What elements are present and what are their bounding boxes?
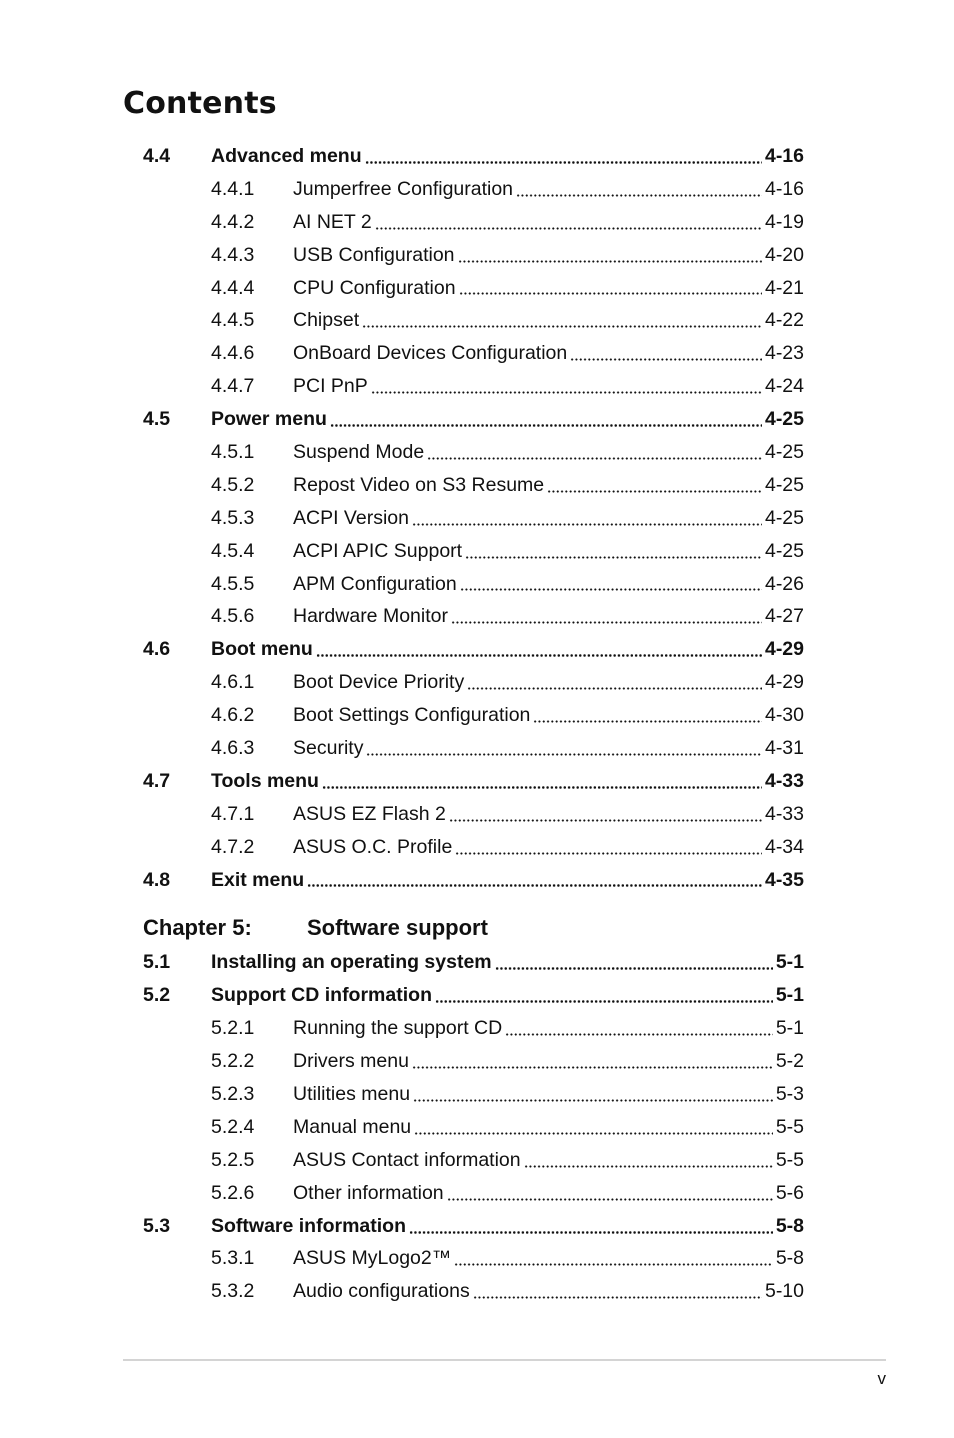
toc-entry-number: 4.5.5 bbox=[211, 572, 255, 595]
toc-entry-title: Software information bbox=[211, 1214, 407, 1237]
toc-entry-title: AI NET 2 bbox=[293, 210, 372, 233]
toc-entry-number: 5.1 bbox=[143, 951, 171, 974]
toc-entry-number: 5.2.6 bbox=[211, 1181, 255, 1204]
dot-leader bbox=[330, 424, 762, 427]
toc-subsection-entry[interactable] bbox=[143, 568, 804, 601]
dot-leader bbox=[371, 391, 762, 394]
toc-section-entry[interactable] bbox=[143, 633, 804, 666]
chapter-title: Software support bbox=[307, 915, 488, 941]
toc-entry-title: Manual menu bbox=[293, 1115, 412, 1138]
toc-entry-page: 5-8 bbox=[775, 1247, 804, 1270]
toc-entry-title: Advanced menu bbox=[211, 144, 362, 167]
toc-entry-title: ASUS O.C. Profile bbox=[293, 835, 453, 858]
toc-entry-title: Running the support CD bbox=[293, 1017, 503, 1040]
toc-entry-title: Support CD information bbox=[211, 984, 432, 1007]
dot-leader bbox=[524, 1165, 773, 1168]
toc-subsection-entry[interactable] bbox=[143, 1177, 804, 1210]
toc-entry-page: 4-25 bbox=[764, 539, 804, 562]
toc-section-entry[interactable] bbox=[143, 403, 804, 436]
dot-leader bbox=[454, 1263, 773, 1266]
toc-entry-page: 4-21 bbox=[764, 276, 804, 299]
toc-subsection-entry[interactable] bbox=[143, 535, 804, 568]
dot-leader bbox=[447, 1198, 773, 1201]
toc-entry-title: Security bbox=[293, 736, 364, 759]
toc-entry-number: 4.5.6 bbox=[211, 605, 255, 628]
toc-subsection-entry[interactable] bbox=[143, 1045, 804, 1078]
toc-entry-title: Audio configurations bbox=[293, 1280, 470, 1303]
toc-subsection-entry[interactable] bbox=[143, 239, 804, 272]
toc-entry-number: 4.4.7 bbox=[211, 375, 255, 398]
toc-entry-number: 5.2.4 bbox=[211, 1115, 255, 1138]
dot-leader bbox=[451, 621, 762, 624]
toc-entry-number: 4.4 bbox=[143, 144, 171, 167]
toc-entry-title: USB Configuration bbox=[293, 243, 455, 266]
dot-leader bbox=[505, 1033, 773, 1036]
dot-leader bbox=[322, 786, 762, 789]
toc-entry-page: 4-20 bbox=[764, 243, 804, 266]
toc-entry-page: 5-1 bbox=[775, 1017, 804, 1040]
toc-entry-number: 4.4.5 bbox=[211, 309, 255, 332]
dot-leader bbox=[458, 260, 762, 263]
toc-entry-number: 5.2.1 bbox=[211, 1017, 255, 1040]
dot-leader bbox=[473, 1296, 762, 1299]
toc-entry-page: 4-33 bbox=[764, 802, 804, 825]
dot-leader bbox=[307, 884, 762, 887]
toc-subsection-entry[interactable] bbox=[143, 732, 804, 765]
toc-entry-title: ASUS MyLogo2™ bbox=[293, 1247, 452, 1270]
dot-leader bbox=[467, 687, 762, 690]
toc-entry-number: 4.7 bbox=[143, 769, 171, 792]
toc-section-entry[interactable] bbox=[143, 979, 804, 1012]
toc-entry-number: 4.7.2 bbox=[211, 835, 255, 858]
toc-entry-page: 5-1 bbox=[775, 984, 804, 1007]
toc-entry-page: 4-16 bbox=[764, 144, 804, 167]
toc-entry-title: Boot Device Priority bbox=[293, 671, 465, 694]
toc-entry-number: 4.7.1 bbox=[211, 802, 255, 825]
dot-leader bbox=[375, 227, 762, 230]
toc-entry-page: 4-35 bbox=[764, 868, 804, 891]
dot-leader bbox=[427, 457, 762, 460]
dot-leader bbox=[570, 358, 762, 361]
dot-leader bbox=[316, 654, 762, 657]
toc-entry-page: 5-6 bbox=[775, 1181, 804, 1204]
toc-subsection-entry[interactable] bbox=[143, 206, 804, 239]
toc-entry-number: 4.5.4 bbox=[211, 539, 255, 562]
toc-subsection-entry[interactable] bbox=[143, 502, 804, 535]
toc-entry-page: 4-33 bbox=[764, 769, 804, 792]
toc-subsection-entry[interactable] bbox=[143, 173, 804, 206]
dot-leader bbox=[495, 967, 773, 970]
dot-leader bbox=[455, 852, 762, 855]
dot-leader bbox=[362, 325, 762, 328]
toc-entry-number: 5.2.3 bbox=[211, 1082, 255, 1105]
toc-entry-title: APM Configuration bbox=[293, 572, 457, 595]
toc-subsection-entry[interactable] bbox=[143, 370, 804, 403]
toc-entry-page: 5-1 bbox=[775, 951, 804, 974]
toc-entry-page: 4-25 bbox=[764, 473, 804, 496]
chapter-heading bbox=[143, 896, 804, 946]
toc-entry-page: 4-16 bbox=[764, 177, 804, 200]
toc-entry-title: Tools menu bbox=[211, 769, 319, 792]
toc-entry-number: 5.2.2 bbox=[211, 1050, 255, 1073]
toc-entry-title: ACPI Version bbox=[293, 506, 409, 529]
toc-entry-page: 5-2 bbox=[775, 1050, 804, 1073]
dot-leader bbox=[465, 556, 762, 559]
dot-leader bbox=[366, 753, 762, 756]
toc-subsection-entry[interactable] bbox=[143, 304, 804, 337]
toc-entry-title: Power menu bbox=[211, 408, 327, 431]
toc-subsection-entry[interactable] bbox=[143, 436, 804, 469]
dot-leader bbox=[516, 194, 762, 197]
toc-entry-page: 5-5 bbox=[775, 1115, 804, 1138]
toc-subsection-entry[interactable] bbox=[143, 1144, 804, 1177]
dot-leader bbox=[409, 1231, 773, 1234]
toc-subsection-entry[interactable] bbox=[143, 272, 804, 305]
toc-subsection-entry[interactable] bbox=[143, 1012, 804, 1045]
toc-subsection-entry[interactable] bbox=[143, 699, 804, 732]
toc-entry-title: ACPI APIC Support bbox=[293, 539, 463, 562]
toc-entry-title: PCI PnP bbox=[293, 375, 368, 398]
toc-entry-number: 4.6.2 bbox=[211, 704, 255, 727]
toc-entry-title: Installing an operating system bbox=[211, 951, 492, 974]
dot-leader bbox=[435, 1000, 773, 1003]
toc-entry-title: Chipset bbox=[293, 309, 360, 332]
toc-entry-page: 4-19 bbox=[764, 210, 804, 233]
dot-leader bbox=[449, 819, 762, 822]
chapter-number: Chapter 5: bbox=[143, 915, 252, 941]
toc-entry-title: Repost Video on S3 Resume bbox=[293, 473, 545, 496]
toc-entry-page: 4-23 bbox=[764, 342, 804, 365]
toc-entry-title: Suspend Mode bbox=[293, 440, 425, 463]
toc-entry-title: Hardware Monitor bbox=[293, 605, 448, 628]
toc-subsection-entry[interactable] bbox=[143, 600, 804, 633]
dot-leader bbox=[412, 523, 762, 526]
toc-entry-title: Drivers menu bbox=[293, 1050, 409, 1073]
toc-entry-number: 4.4.1 bbox=[211, 177, 255, 200]
toc-entry-page: 4-26 bbox=[764, 572, 804, 595]
table-of-contents bbox=[143, 140, 804, 1308]
dot-leader bbox=[412, 1066, 773, 1069]
dot-leader bbox=[547, 490, 762, 493]
toc-subsection-entry[interactable] bbox=[143, 831, 804, 864]
dot-leader bbox=[533, 720, 762, 723]
footer-rule bbox=[123, 1359, 886, 1361]
toc-entry-title: Jumperfree Configuration bbox=[293, 177, 514, 200]
toc-entry-number: 4.6.3 bbox=[211, 736, 255, 759]
toc-entry-number: 4.4.6 bbox=[211, 342, 255, 365]
toc-entry-page: 4-25 bbox=[764, 440, 804, 463]
toc-entry-title: CPU Configuration bbox=[293, 276, 456, 299]
toc-entry-number: 5.3.1 bbox=[211, 1247, 255, 1270]
toc-entry-page: 5-8 bbox=[775, 1214, 804, 1237]
toc-entry-page: 5-10 bbox=[764, 1280, 804, 1303]
toc-entry-title: ASUS Contact information bbox=[293, 1148, 521, 1171]
toc-subsection-entry[interactable] bbox=[143, 1111, 804, 1144]
toc-entry-title: Boot menu bbox=[211, 638, 313, 661]
toc-entry-title: ASUS EZ Flash 2 bbox=[293, 802, 446, 825]
toc-subsection-entry[interactable] bbox=[143, 337, 804, 370]
toc-subsection-entry[interactable] bbox=[143, 1243, 804, 1276]
toc-entry-page: 4-34 bbox=[764, 835, 804, 858]
toc-entry-page: 4-24 bbox=[764, 375, 804, 398]
page-title: Contents bbox=[123, 86, 277, 121]
toc-section-entry[interactable] bbox=[143, 946, 804, 979]
toc-entry-number: 4.4.2 bbox=[211, 210, 255, 233]
toc-entry-title: Exit menu bbox=[211, 868, 305, 891]
toc-section-entry[interactable] bbox=[143, 1210, 804, 1243]
toc-entry-number: 4.5 bbox=[143, 408, 171, 431]
toc-entry-number: 4.5.1 bbox=[211, 440, 255, 463]
toc-entry-number: 5.2 bbox=[143, 984, 171, 1007]
toc-subsection-entry[interactable] bbox=[143, 1078, 804, 1111]
toc-entry-title: Other information bbox=[293, 1181, 444, 1204]
dot-leader bbox=[460, 588, 762, 591]
toc-entry-number: 4.6.1 bbox=[211, 671, 255, 694]
dot-leader bbox=[365, 161, 762, 164]
toc-entry-page: 5-3 bbox=[775, 1082, 804, 1105]
toc-subsection-entry[interactable] bbox=[143, 666, 804, 699]
toc-entry-page: 4-30 bbox=[764, 704, 804, 727]
toc-entry-title: Boot Settings Configuration bbox=[293, 704, 531, 727]
toc-entry-page: 4-29 bbox=[764, 671, 804, 694]
toc-entry-title: OnBoard Devices Configuration bbox=[293, 342, 568, 365]
toc-subsection-entry[interactable] bbox=[143, 798, 804, 831]
toc-entry-number: 4.4.4 bbox=[211, 276, 255, 299]
footer-page-number: v bbox=[877, 1369, 886, 1388]
toc-entry-number: 5.3 bbox=[143, 1214, 171, 1237]
toc-section-entry[interactable] bbox=[143, 765, 804, 798]
toc-entry-title: Utilities menu bbox=[293, 1082, 411, 1105]
toc-entry-number: 4.8 bbox=[143, 868, 171, 891]
toc-entry-page: 5-5 bbox=[775, 1148, 804, 1171]
dot-leader bbox=[413, 1099, 773, 1102]
toc-subsection-entry[interactable] bbox=[143, 1275, 804, 1308]
toc-entry-page: 4-29 bbox=[764, 638, 804, 661]
toc-entry-page: 4-22 bbox=[764, 309, 804, 332]
toc-entry-number: 4.4.3 bbox=[211, 243, 255, 266]
toc-entry-page: 4-27 bbox=[764, 605, 804, 628]
toc-entry-number: 4.6 bbox=[143, 638, 171, 661]
toc-entry-page: 4-25 bbox=[764, 408, 804, 431]
toc-section-entry[interactable] bbox=[143, 140, 804, 173]
dot-leader bbox=[459, 292, 762, 295]
toc-entry-number: 4.5.3 bbox=[211, 506, 255, 529]
toc-subsection-entry[interactable] bbox=[143, 469, 804, 502]
toc-entry-number: 5.3.2 bbox=[211, 1280, 255, 1303]
toc-entry-number: 5.2.5 bbox=[211, 1148, 255, 1171]
toc-entry-page: 4-31 bbox=[764, 736, 804, 759]
dot-leader bbox=[414, 1132, 773, 1135]
toc-entry-page: 4-25 bbox=[764, 506, 804, 529]
toc-entry-number: 4.5.2 bbox=[211, 473, 255, 496]
toc-section-entry[interactable] bbox=[143, 864, 804, 897]
